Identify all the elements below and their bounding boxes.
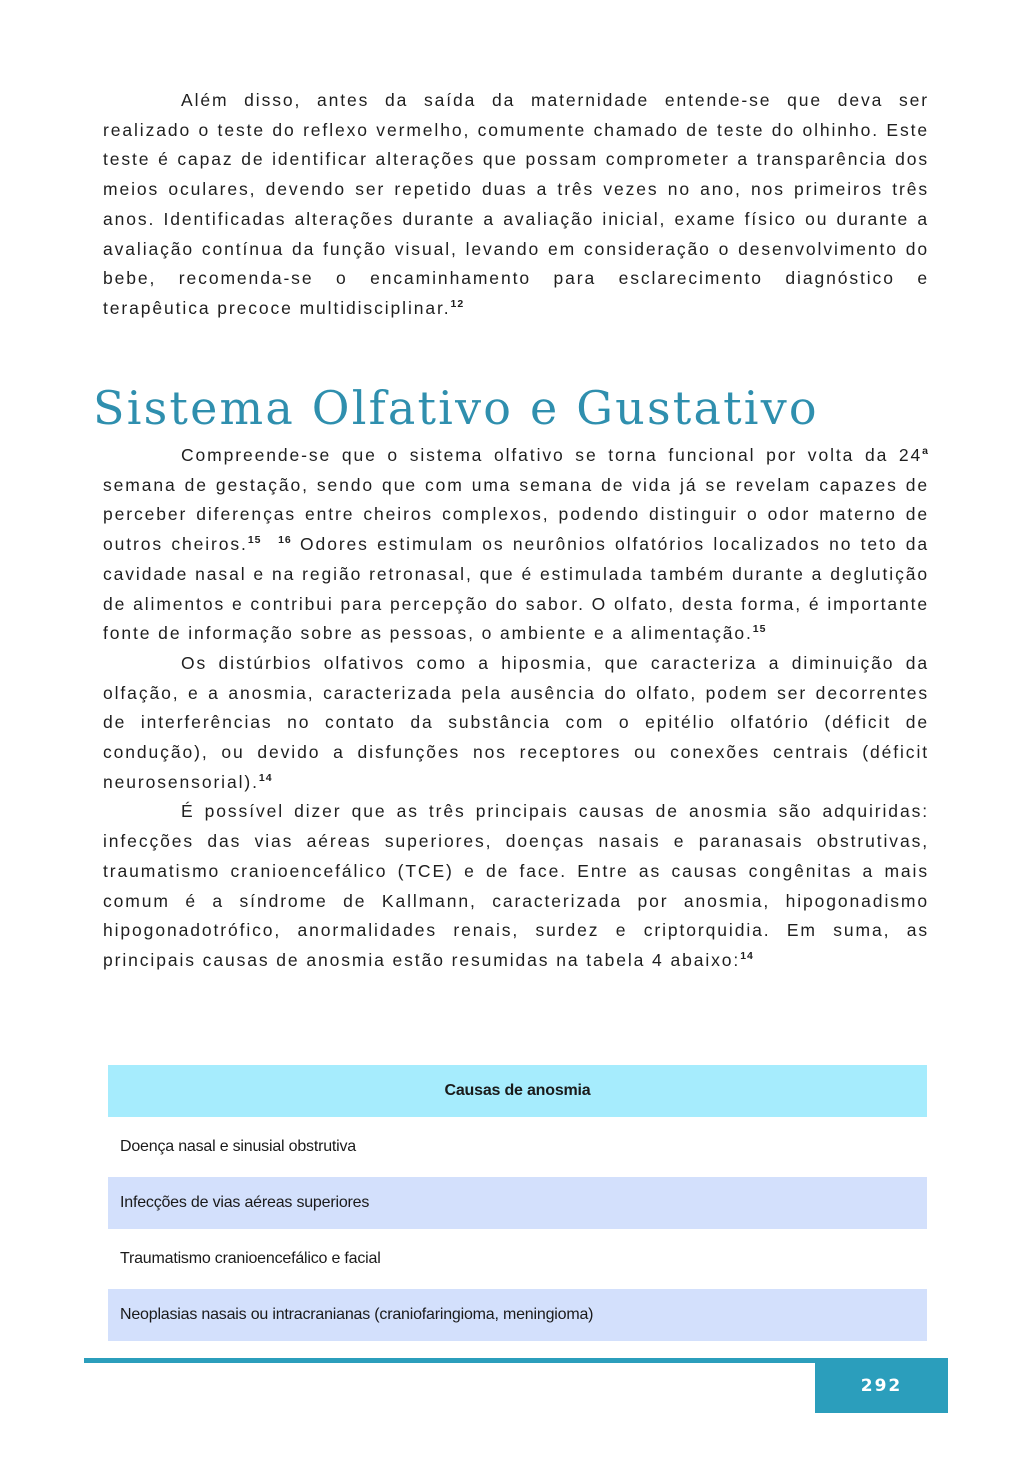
page-number: 292 bbox=[815, 1358, 948, 1413]
intro-paragraph bbox=[103, 86, 929, 324]
citation-ref: 14 bbox=[740, 949, 754, 962]
section-heading: Sistema Olfativo e Gustativo bbox=[93, 381, 819, 435]
citation-ref: 15 bbox=[752, 623, 767, 636]
footer-divider bbox=[84, 1358, 815, 1363]
citation-ref: 12 bbox=[450, 297, 465, 310]
table-row: Infecções de vias aéreas superiores bbox=[108, 1177, 927, 1229]
table-row: Traumatismo cranioencefálico e facial bbox=[108, 1233, 927, 1285]
table-row: Doença nasal e sinusial obstrutiva bbox=[108, 1121, 927, 1173]
paragraph-olfactory-development bbox=[103, 441, 929, 649]
table-row: Neoplasias nasais ou intracranianas (craniofaringioma, meningioma) bbox=[108, 1289, 927, 1341]
citation-ref: 15 bbox=[247, 534, 262, 547]
table-header: Causas de anosmia bbox=[108, 1065, 927, 1117]
ordinal-indicator: a bbox=[922, 445, 929, 457]
intro-paragraph-block bbox=[103, 86, 929, 324]
paragraph-text: semana de gestação, sendo que com uma semana de vida já se revelam capazes de perceber diferenças entre cheiros complexos, podendo distinguir o odor materno de outros cheiros. bbox=[103, 474, 929, 555]
anosmia-causes-table bbox=[108, 1065, 927, 1341]
paragraph-text: É possível dizer que as três principais causas de anosmia são adquiridas: infecções das vias aéreas superiores, doenças nasais e paranasais obstrutivas, traumatismo cranioencefálico (TCE) e de face. Entre as causas congênitas a mais comum é a síndrome de Kallmann, caracterizada por anosmia, hipogonadismo hipogonadotrófico, anormalidades renais, surdez e criptorquidia. Em suma, as principais causas de anosmia estão resumidas na tabela 4 abaixo: bbox=[103, 801, 929, 970]
paragraph-text: Odores estimulam os neurônios olfatórios localizados no teto da cavidade nasal e na região retronasal, que é estimulada também durante a deglutição de alimentos e contribui para percepção do sabor. O olfato, desta forma, é importante fonte de informação sobre as pessoas, o ambiente e a alimentação. bbox=[103, 534, 930, 644]
paragraph-olfactory-disorders bbox=[103, 649, 929, 798]
intro-text: Além disso, antes da saída da maternidade entende-se que deva ser realizado o teste do reflexo vermelho, comumente chamado de teste do olhinho. Este teste é capaz de identificar alterações que possam comprometer a transparência dos meios oculares, devendo ser repetido duas a três vezes no ano, nos primeiros três anos. Identificadas alterações durante a avaliação inicial, exame físico ou durante a avaliação contínua da função visual, levando em consideração o desenvolvimento do bebe, recomenda-se o encaminhamento para esclarecimento diagnóstico e terapêutica precoce multidisciplinar. bbox=[103, 90, 929, 318]
paragraph-anosmia-causes bbox=[103, 797, 929, 975]
citation-ref: 16 bbox=[278, 534, 292, 547]
paragraph-text: Os distúrbios olfativos como a hiposmia, que caracteriza a diminuição da olfação, e a anosmia, caracterizada pela ausência do olfato, podem ser decorrentes de interferências no contato da substância com o epitélio olfatório (déficit de condução), ou devido a disfunções nos receptores ou conexões centrais (déficit neurosensorial). bbox=[103, 652, 929, 792]
citation-ref: 14 bbox=[258, 771, 273, 784]
section-body bbox=[103, 441, 929, 976]
paragraph-text: Compreende-se que o sistema olfativo se torna funcional por volta da 24 bbox=[181, 445, 923, 465]
